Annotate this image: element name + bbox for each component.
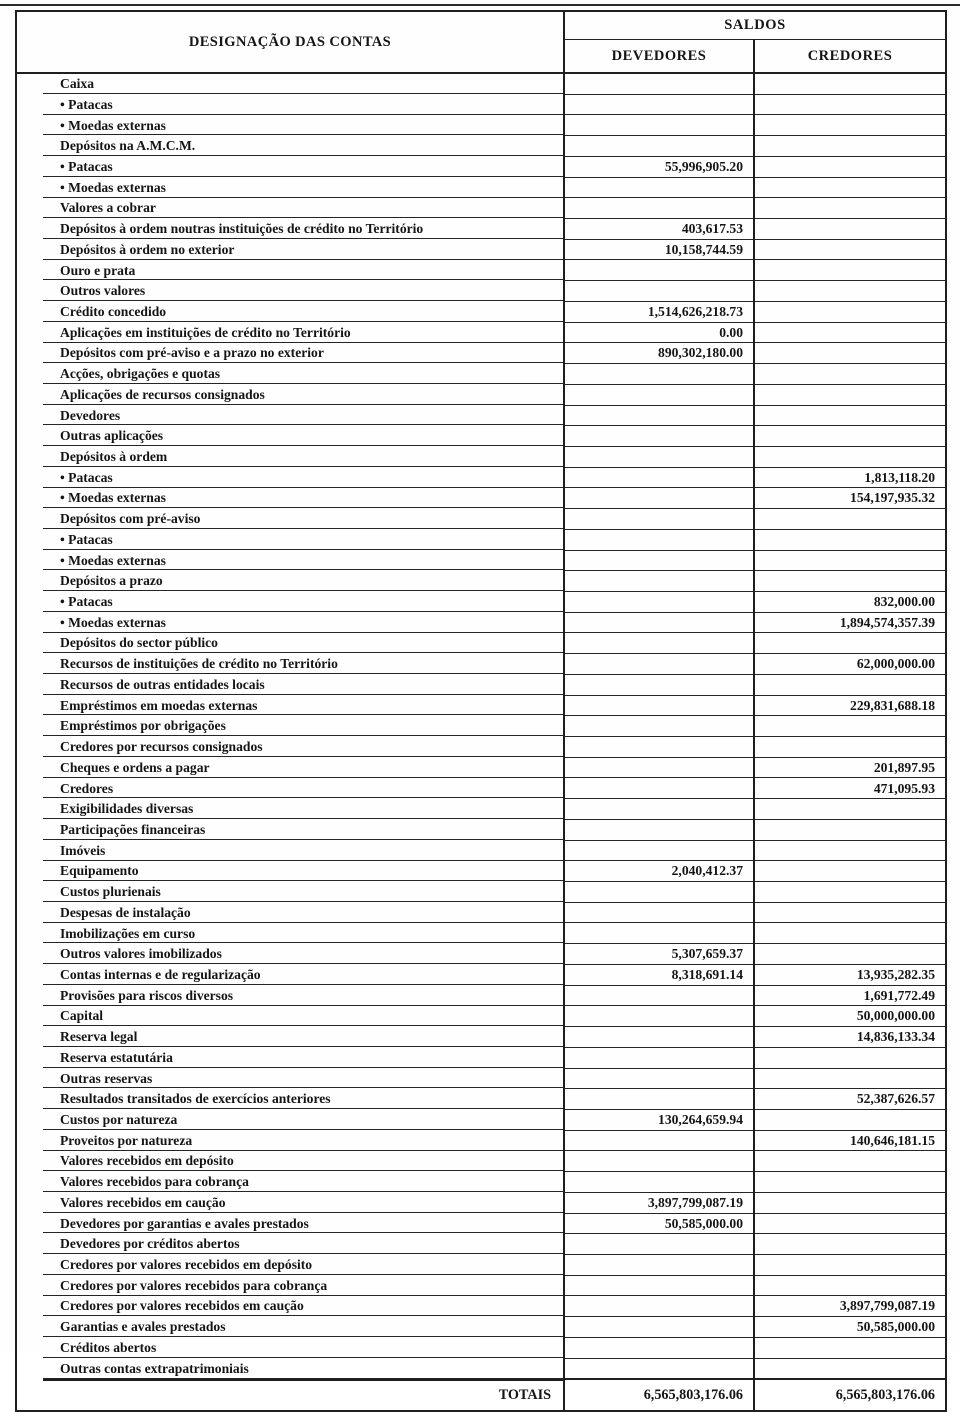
credores-value: 154,197,935.32 — [754, 488, 946, 509]
account-label: Empréstimos por obrigações — [16, 716, 564, 737]
credores-value — [754, 1337, 946, 1358]
account-label: Acções, obrigações e quotas — [16, 364, 564, 385]
table-body — [16, 73, 946, 1379]
credores-value: 50,000,000.00 — [754, 1006, 946, 1027]
credores-value — [754, 819, 946, 840]
credores-value — [754, 550, 946, 571]
table-header — [16, 11, 946, 73]
credores-value — [754, 944, 946, 965]
totals-credores-value: 6,565,803,176.06 — [754, 1379, 946, 1411]
table-row — [16, 674, 946, 695]
account-label: Depósitos na A.M.C.M. — [16, 136, 564, 157]
credores-value: 1,813,118.20 — [754, 467, 946, 488]
table-row — [16, 446, 946, 467]
credores-value — [754, 1358, 946, 1379]
table-row — [16, 716, 946, 737]
table-row — [16, 384, 946, 405]
devedores-value — [564, 1234, 754, 1255]
table-row — [16, 550, 946, 571]
devedores-value: 1,514,626,218.73 — [564, 301, 754, 322]
credores-value — [754, 799, 946, 820]
table-row — [16, 322, 946, 343]
credores-value — [754, 1275, 946, 1296]
credores-value — [754, 322, 946, 343]
account-label: Ouro e prata — [16, 260, 564, 281]
table-row — [16, 529, 946, 550]
devedores-value — [564, 654, 754, 675]
credores-value — [754, 446, 946, 467]
table-row — [16, 882, 946, 903]
credores-value — [754, 343, 946, 364]
table-row — [16, 819, 946, 840]
devedores-value — [564, 550, 754, 571]
devedores-value — [564, 840, 754, 861]
account-label: Crédito concedido — [16, 301, 564, 322]
account-label: • Moedas externas — [16, 115, 564, 136]
credores-value: 1,894,574,357.39 — [754, 612, 946, 633]
devedores-value: 2,040,412.37 — [564, 861, 754, 882]
balance-table — [15, 10, 947, 1412]
table-row — [16, 73, 946, 94]
table-footer — [16, 1379, 946, 1411]
devedores-value — [564, 115, 754, 136]
account-label: Depósitos com pré-aviso — [16, 509, 564, 530]
devedores-value — [564, 1172, 754, 1193]
devedores-value — [564, 1151, 754, 1172]
account-label: Reserva estatutária — [16, 1047, 564, 1068]
account-label: Custos por natureza — [16, 1109, 564, 1130]
credores-value — [754, 198, 946, 219]
account-label: • Patacas — [16, 467, 564, 488]
devedores-value — [564, 509, 754, 530]
credores-value — [754, 384, 946, 405]
devedores-value — [564, 529, 754, 550]
account-label: Resultados transitados de exercícios anteriores — [16, 1089, 564, 1110]
table-row — [16, 737, 946, 758]
credores-value — [754, 633, 946, 654]
account-label: • Patacas — [16, 94, 564, 115]
account-label: • Patacas — [16, 156, 564, 177]
table-row — [16, 1317, 946, 1338]
account-label: Outros valores imobilizados — [16, 944, 564, 965]
devedores-value — [564, 405, 754, 426]
devedores-value — [564, 260, 754, 281]
devedores-value — [564, 446, 754, 467]
credores-value — [754, 902, 946, 923]
devedores-value — [564, 364, 754, 385]
account-label: Imóveis — [16, 840, 564, 861]
credores-value — [754, 571, 946, 592]
account-label: Garantias e avales prestados — [16, 1317, 564, 1338]
account-label: Devedores — [16, 405, 564, 426]
table-row — [16, 301, 946, 322]
credores-value — [754, 364, 946, 385]
table-row — [16, 1358, 946, 1379]
account-label: Recursos de outras entidades locais — [16, 674, 564, 695]
credores-value — [754, 509, 946, 530]
table-row — [16, 1213, 946, 1234]
devedores-value: 8,318,691.14 — [564, 964, 754, 985]
credores-value — [754, 219, 946, 240]
table-row — [16, 571, 946, 592]
devedores-value — [564, 1027, 754, 1048]
account-label: • Patacas — [16, 591, 564, 612]
table-row — [16, 985, 946, 1006]
devedores-value — [564, 1068, 754, 1089]
account-label: Recursos de instituições de crédito no Território — [16, 654, 564, 675]
devedores-value: 3,897,799,087.19 — [564, 1192, 754, 1213]
credores-value — [754, 840, 946, 861]
table-row — [16, 1337, 946, 1358]
devedores-value — [564, 1358, 754, 1379]
account-label: Reserva legal — [16, 1027, 564, 1048]
account-label: Credores por recursos consignados — [16, 737, 564, 758]
table-row — [16, 778, 946, 799]
credores-value — [754, 1172, 946, 1193]
table-row — [16, 219, 946, 240]
devedores-value — [564, 799, 754, 820]
table-row — [16, 281, 946, 302]
devedores-value — [564, 94, 754, 115]
account-label: • Patacas — [16, 529, 564, 550]
devedores-value — [564, 1254, 754, 1275]
credores-value: 140,646,181.15 — [754, 1130, 946, 1151]
table-row — [16, 1296, 946, 1317]
table-row — [16, 260, 946, 281]
devedores-value — [564, 1275, 754, 1296]
devedores-value — [564, 674, 754, 695]
credores-value: 50,585,000.00 — [754, 1317, 946, 1338]
table-row — [16, 426, 946, 447]
credores-value: 832,000.00 — [754, 591, 946, 612]
devedores-value — [564, 136, 754, 157]
account-label: Devedores por garantias e avales prestados — [16, 1213, 564, 1234]
credores-value — [754, 426, 946, 447]
account-label: Imobilizações em curso — [16, 923, 564, 944]
table-row — [16, 239, 946, 260]
account-label: • Moedas externas — [16, 612, 564, 633]
account-label: Valores recebidos em caução — [16, 1192, 564, 1213]
credores-value — [754, 737, 946, 758]
table-row — [16, 944, 946, 965]
table-row — [16, 405, 946, 426]
devedores-value — [564, 716, 754, 737]
account-label: Contas internas e de regularização — [16, 964, 564, 985]
table-row — [16, 509, 946, 530]
table-row — [16, 1027, 946, 1048]
account-label: Devedores por créditos abertos — [16, 1234, 564, 1255]
col-header-credores: CREDORES — [754, 40, 946, 74]
devedores-value — [564, 384, 754, 405]
account-label: Depósitos do sector público — [16, 633, 564, 654]
account-label: Credores por valores recebidos em depósito — [16, 1254, 564, 1275]
credores-value — [754, 177, 946, 198]
account-label: Empréstimos em moedas externas — [16, 695, 564, 716]
credores-value: 13,935,282.35 — [754, 964, 946, 985]
devedores-value — [564, 633, 754, 654]
account-label: Custos plurienais — [16, 882, 564, 903]
devedores-value — [564, 198, 754, 219]
table-row — [16, 799, 946, 820]
devedores-value — [564, 1006, 754, 1027]
account-label: Proveitos por natureza — [16, 1130, 564, 1151]
table-row — [16, 1234, 946, 1255]
devedores-value — [564, 426, 754, 447]
table-row — [16, 1192, 946, 1213]
account-label: Provisões para riscos diversos — [16, 985, 564, 1006]
credores-value — [754, 1254, 946, 1275]
account-label: Participações financeiras — [16, 819, 564, 840]
credores-value — [754, 1234, 946, 1255]
devedores-value — [564, 819, 754, 840]
account-label: Créditos abertos — [16, 1337, 564, 1358]
devedores-value — [564, 902, 754, 923]
table-row — [16, 177, 946, 198]
devedores-value: 50,585,000.00 — [564, 1213, 754, 1234]
devedores-value — [564, 1130, 754, 1151]
account-label: Depósitos à ordem — [16, 446, 564, 467]
credores-value: 1,691,772.49 — [754, 985, 946, 1006]
credores-value: 201,897.95 — [754, 757, 946, 778]
account-label: Depósitos à ordem noutras instituições de crédito no Território — [16, 219, 564, 240]
table-row — [16, 902, 946, 923]
devedores-value — [564, 73, 754, 94]
devedores-value — [564, 1337, 754, 1358]
credores-value — [754, 301, 946, 322]
account-label: Outras aplicações — [16, 426, 564, 447]
devedores-value — [564, 467, 754, 488]
table-row — [16, 94, 946, 115]
credores-value — [754, 1109, 946, 1130]
credores-value — [754, 882, 946, 903]
credores-value: 14,836,133.34 — [754, 1027, 946, 1048]
devedores-value — [564, 488, 754, 509]
account-label: Depósitos a prazo — [16, 571, 564, 592]
table-row — [16, 136, 946, 157]
credores-value — [754, 260, 946, 281]
devedores-value: 890,302,180.00 — [564, 343, 754, 364]
account-label: • Moedas externas — [16, 177, 564, 198]
credores-value — [754, 923, 946, 944]
devedores-value — [564, 612, 754, 633]
account-label: Aplicações de recursos consignados — [16, 384, 564, 405]
table-row — [16, 591, 946, 612]
devedores-value: 55,996,905.20 — [564, 156, 754, 177]
table-row — [16, 1047, 946, 1068]
table-row — [16, 840, 946, 861]
devedores-value — [564, 757, 754, 778]
devedores-value — [564, 882, 754, 903]
credores-value — [754, 239, 946, 260]
account-label: Cheques e ordens a pagar — [16, 757, 564, 778]
account-label: Credores por valores recebidos para cobrança — [16, 1275, 564, 1296]
account-label: Outras reservas — [16, 1068, 564, 1089]
devedores-value — [564, 177, 754, 198]
account-label: Outros valores — [16, 281, 564, 302]
credores-value — [754, 1047, 946, 1068]
table-row — [16, 695, 946, 716]
account-label: Exigibilidades diversas — [16, 799, 564, 820]
credores-value — [754, 1068, 946, 1089]
credores-value — [754, 1192, 946, 1213]
table-row — [16, 364, 946, 385]
account-label: Credores por valores recebidos em caução — [16, 1296, 564, 1317]
credores-value — [754, 405, 946, 426]
table-row — [16, 612, 946, 633]
account-label: Capital — [16, 1006, 564, 1027]
table-row — [16, 467, 946, 488]
devedores-value — [564, 1317, 754, 1338]
devedores-value: 10,158,744.59 — [564, 239, 754, 260]
table-row — [16, 115, 946, 136]
devedores-value — [564, 985, 754, 1006]
credores-value — [754, 136, 946, 157]
table-row — [16, 633, 946, 654]
totals-label: TOTAIS — [16, 1379, 564, 1411]
col-header-saldos: SALDOS — [564, 11, 946, 40]
account-label: Aplicações em instituições de crédito no Território — [16, 322, 564, 343]
credores-value — [754, 529, 946, 550]
table-row — [16, 1109, 946, 1130]
col-header-designacao: DESIGNAÇÃO DAS CONTAS — [16, 11, 564, 73]
table-row — [16, 1068, 946, 1089]
account-label: Equipamento — [16, 861, 564, 882]
devedores-value — [564, 591, 754, 612]
table-row — [16, 1254, 946, 1275]
account-label: Valores a cobrar — [16, 198, 564, 219]
account-label: Despesas de instalação — [16, 902, 564, 923]
account-label: Depósitos com pré-aviso e a prazo no exterior — [16, 343, 564, 364]
devedores-value — [564, 737, 754, 758]
credores-value: 52,387,626.57 — [754, 1089, 946, 1110]
devedores-value — [564, 778, 754, 799]
credores-value: 3,897,799,087.19 — [754, 1296, 946, 1317]
devedores-value: 403,617.53 — [564, 219, 754, 240]
table-row — [16, 1130, 946, 1151]
devedores-value — [564, 571, 754, 592]
credores-value — [754, 1151, 946, 1172]
table-row — [16, 861, 946, 882]
devedores-value — [564, 1047, 754, 1068]
devedores-value: 130,264,659.94 — [564, 1109, 754, 1130]
devedores-value — [564, 695, 754, 716]
account-label: Outras contas extrapatrimoniais — [16, 1358, 564, 1379]
page-top-rule — [0, 4, 960, 6]
table-row — [16, 1089, 946, 1110]
table-row — [16, 1172, 946, 1193]
account-label: Caixa — [16, 73, 564, 94]
table-row — [16, 343, 946, 364]
table-row — [16, 488, 946, 509]
account-label: • Moedas externas — [16, 550, 564, 571]
devedores-value — [564, 923, 754, 944]
col-header-devedores: DEVEDORES — [564, 40, 754, 74]
credores-value — [754, 156, 946, 177]
credores-value: 229,831,688.18 — [754, 695, 946, 716]
table-row — [16, 1006, 946, 1027]
credores-value: 62,000,000.00 — [754, 654, 946, 675]
account-label: Depósitos à ordem no exterior — [16, 239, 564, 260]
table-row — [16, 964, 946, 985]
credores-value — [754, 94, 946, 115]
table-row — [16, 1151, 946, 1172]
devedores-value: 0.00 — [564, 322, 754, 343]
credores-value — [754, 115, 946, 136]
devedores-value — [564, 1296, 754, 1317]
devedores-value: 5,307,659.37 — [564, 944, 754, 965]
account-label: Credores — [16, 778, 564, 799]
table-row — [16, 923, 946, 944]
credores-value — [754, 1213, 946, 1234]
table-row — [16, 757, 946, 778]
credores-value — [754, 861, 946, 882]
account-label: • Moedas externas — [16, 488, 564, 509]
totals-devedores-value: 6,565,803,176.06 — [564, 1379, 754, 1411]
table-row — [16, 654, 946, 675]
account-label: Valores recebidos em depósito — [16, 1151, 564, 1172]
credores-value — [754, 674, 946, 695]
table-row — [16, 156, 946, 177]
credores-value — [754, 716, 946, 737]
devedores-value — [564, 281, 754, 302]
credores-value — [754, 281, 946, 302]
credores-value — [754, 73, 946, 94]
devedores-value — [564, 1089, 754, 1110]
table-row — [16, 198, 946, 219]
table-row — [16, 1275, 946, 1296]
credores-value: 471,095.93 — [754, 778, 946, 799]
account-label: Valores recebidos para cobrança — [16, 1172, 564, 1193]
totals-row — [16, 1379, 946, 1411]
